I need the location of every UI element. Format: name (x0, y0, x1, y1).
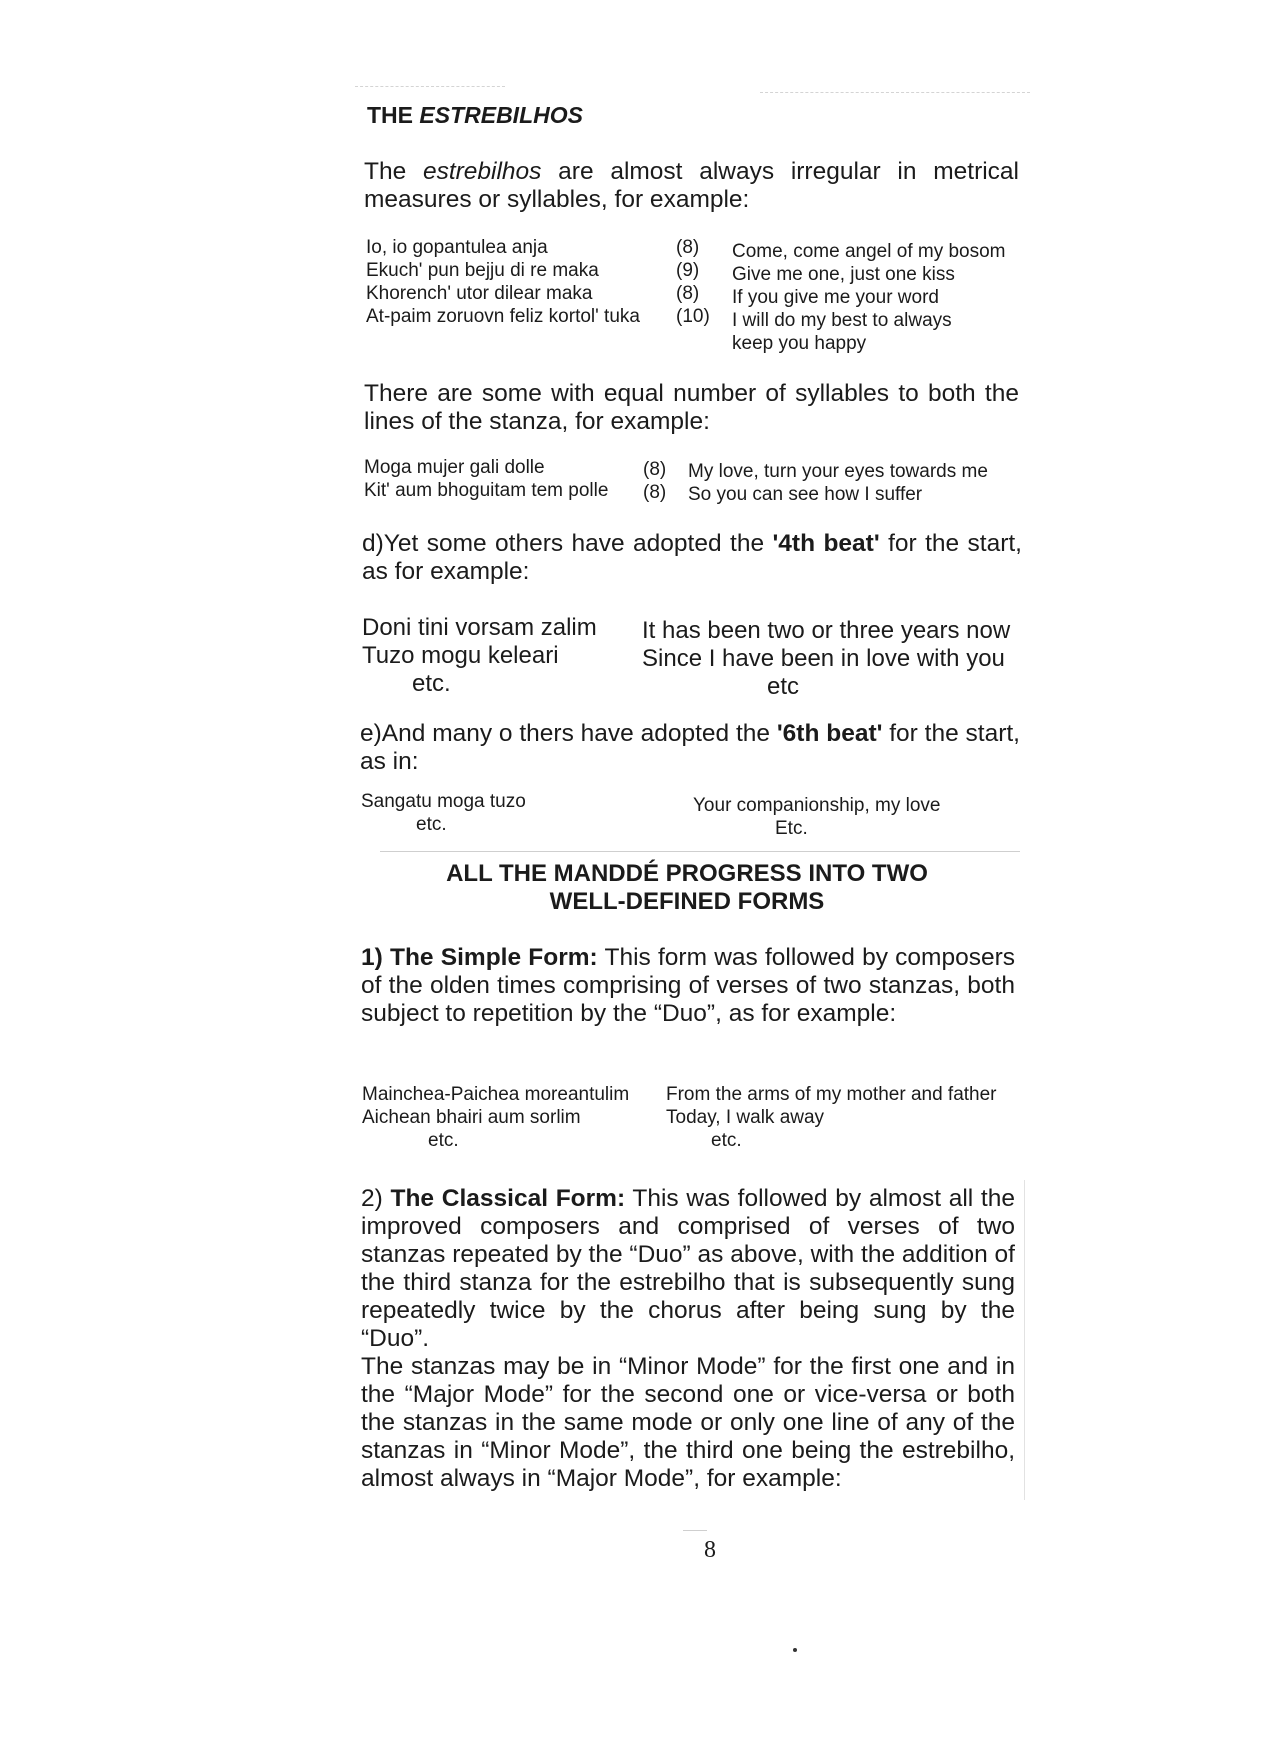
verse-etc: etc. (428, 1130, 459, 1151)
translation-line: So you can see how I suffer (688, 484, 923, 505)
translation-line: It has been two or three years now (642, 617, 1011, 644)
scan-speck (793, 1648, 797, 1652)
fourth-beat-paragraph: d)Yet some others have adopted the '4th beat' for the start, as for example: (362, 530, 1022, 585)
example2-right (688, 460, 988, 506)
classical-form-label: The Classical Form: (390, 1185, 626, 1212)
forms-heading-line1: ALL THE MANDDÉ PROGRESS INTO TWO (446, 860, 928, 887)
translation-line: Since I have been in love with you (642, 645, 1005, 672)
translation-line: If you give me your word (732, 287, 939, 308)
verse-line: Tuzo mogu keleari (362, 642, 559, 669)
section-divider (380, 851, 1020, 852)
equal-syllables-paragraph: There are some with equal number of syllables to both the lines of the stanza, for example: (364, 380, 1019, 435)
translation-line: I will do my best to always (732, 310, 952, 331)
verse-line: Aichean bhairi aum sorlim (362, 1107, 581, 1128)
syllable-count: (9) (676, 260, 700, 281)
translation-line: From the arms of my mother and father (666, 1084, 997, 1105)
intro-term: estrebilhos (422, 158, 542, 185)
example5-right (666, 1083, 997, 1152)
syllable-count: (8) (676, 237, 700, 258)
example1-counts (676, 236, 710, 328)
example4-left (361, 790, 526, 836)
simple-form-label: 1) The Simple Form: (361, 944, 598, 971)
forms-heading (362, 860, 1012, 916)
example2-left (364, 456, 608, 502)
sixth-beat-term: '6th beat' (776, 720, 883, 747)
scan-edge-line (1024, 1180, 1025, 1500)
translation-line: Give me one, just one kiss (732, 264, 955, 285)
verse-line: Khorench' utor dilear maka (366, 283, 593, 304)
section-title-prefix: THE (367, 102, 420, 128)
translation-etc: etc. (711, 1130, 742, 1151)
verse-line: Moga mujer gali dolle (364, 457, 545, 478)
page-number: 8 (704, 1537, 716, 1563)
page-number-rule (683, 1530, 707, 1531)
translation-line: Your companionship, my love (693, 795, 941, 816)
example2-counts (643, 458, 666, 504)
section-title (367, 102, 583, 129)
syllable-count: (8) (643, 482, 667, 503)
example5-left (362, 1083, 629, 1152)
modes-paragraph: The stanzas may be in “Minor Mode” for the first one and in the “Major Mode” for the second one or vice-versa or both the stanzas in the same mode or only one line of any of the stanzas in “Minor Mode”, the third one being the estrebilho, almost always in “Major Mode”, for example: (361, 1353, 1015, 1492)
fourth-beat-term: '4th beat' (772, 530, 880, 557)
syllable-count: (8) (676, 283, 700, 304)
sixth-beat-paragraph: e)And many o thers have adopted the '6th beat' for the start, as in: (360, 720, 1020, 775)
intro-paragraph: The estrebilhos are almost always irregular in metrical measures or syllables, for example: (364, 158, 1019, 213)
classical-form-paragraph: 2) The Classical Form: This was followed by almost all the improved composers and comprised of verses of two stanzas repeated by the “Duo” as above, with the addition of the third stanza for the estrebilho that is subsequently sung repeatedly twice by the chorus after being sung by the “Duo”. (361, 1185, 1015, 1352)
example3-right (642, 617, 1010, 701)
translation-line: Come, come angel of my bosom (732, 241, 1006, 262)
translation-etc: etc (767, 673, 800, 700)
verse-line: Doni tini vorsam zalim (362, 614, 597, 641)
example1-left (366, 236, 640, 328)
top-scan-rule-left (355, 86, 505, 87)
verse-line: At-paim zoruovn feliz kortol' tuka (366, 306, 640, 327)
example3-left (362, 614, 597, 698)
verse-etc: etc. (416, 814, 447, 835)
top-scan-rule-right (760, 92, 1030, 93)
translation-line: keep you happy (732, 333, 867, 354)
syllable-count: (10) (676, 306, 710, 327)
translation-etc: Etc. (775, 818, 808, 839)
verse-line: Kit' aum bhoguitam tem polle (364, 480, 609, 501)
forms-heading-line2: WELL-DEFINED FORMS (549, 888, 825, 915)
translation-line: Today, I walk away (666, 1107, 825, 1128)
verse-line: Sangatu moga tuzo (361, 791, 526, 812)
verse-line: Ekuch' pun bejju di re maka (366, 260, 599, 281)
verse-line: Mainchea-Paichea moreantulim (362, 1084, 630, 1105)
verse-etc: etc. (412, 670, 451, 697)
section-title-italic: ESTREBILHOS (419, 102, 583, 128)
example4-right (693, 794, 941, 840)
syllable-count: (8) (643, 459, 667, 480)
verse-line: Io, io gopantulea anja (366, 237, 548, 258)
simple-form-paragraph: 1) The Simple Form: This form was followed by composers of the olden times comprising of verses of two stanzas, both subject to repetition by the “Duo”, as for example: (361, 944, 1015, 1027)
example1-right (732, 240, 1006, 355)
translation-line: My love, turn your eyes towards me (688, 461, 988, 482)
